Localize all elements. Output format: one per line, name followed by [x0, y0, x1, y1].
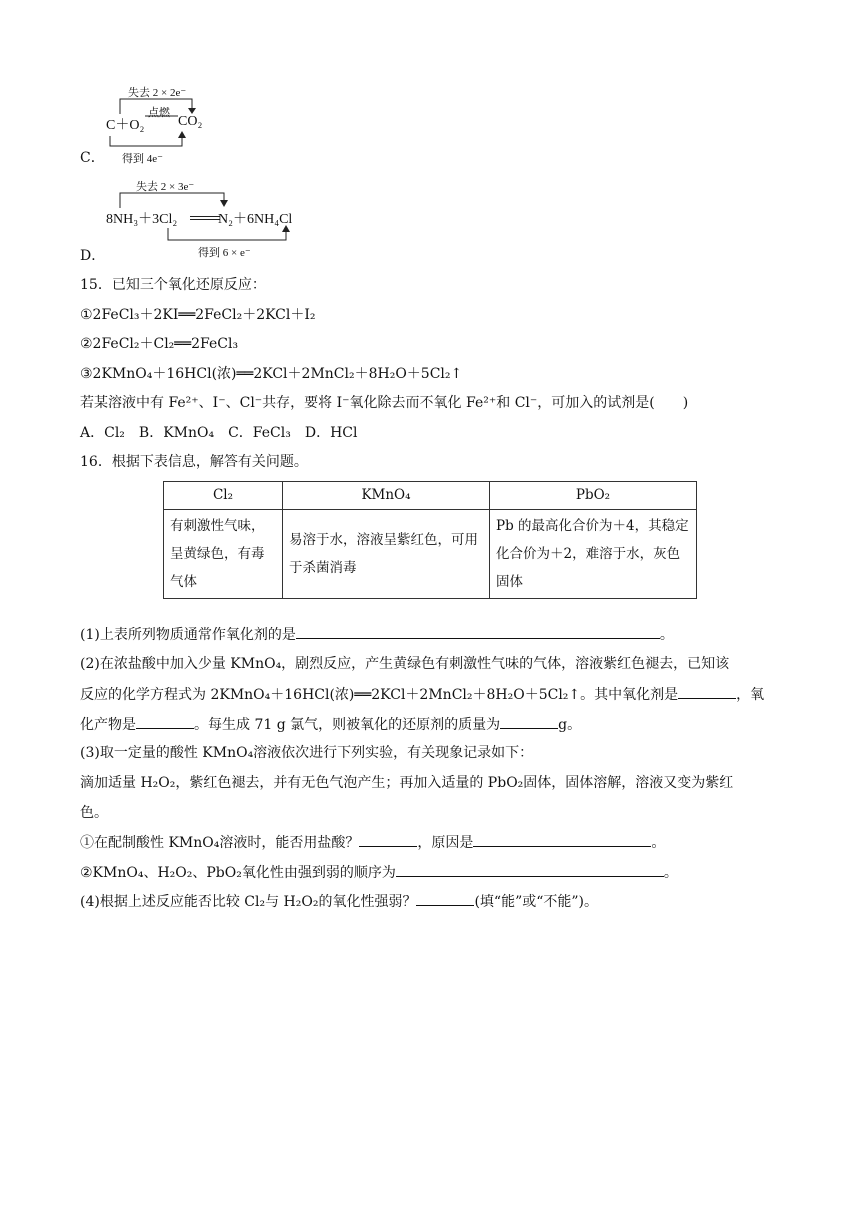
- q15-question: 若某溶液中有 Fe²⁺、I⁻、Cl⁻共存，要将 I⁻氧化除去而不氧化 Fe²⁺和 Cl⁻，可加入的试剂是( ): [80, 395, 689, 411]
- q15-reaction-2: ②2FeCl₂＋Cl₂══2FeCl₃: [80, 336, 239, 352]
- answer-blank[interactable]: [500, 714, 558, 729]
- q16-part-2-line-3: 化产物是 。每生成 71 g 氯气，则被氧化的还原剂的质量为 g。: [80, 714, 581, 735]
- table-cell: 有刺激性气味，呈黄绿色，有毒气体: [164, 510, 283, 599]
- table-header-cell: Cl₂: [164, 482, 283, 510]
- q15-reaction-3: ③2KMnO₄＋16HCl(浓)══2KCl＋2MnCl₂＋8H₂O＋5Cl₂↑: [80, 366, 463, 382]
- c-reactants: C＋O₂: [106, 118, 145, 133]
- d-gain-electrons-note: 得到 6 × e⁻: [198, 247, 251, 259]
- d-lose-electrons-note: 失去 2 × 3e⁻: [136, 181, 195, 193]
- q15-reaction-1: ①2FeCl₃＋2KI══2FeCl₂＋2KCl＋I₂: [80, 307, 316, 323]
- c-condition: 点燃: [148, 107, 170, 119]
- d-equals-sign: [190, 216, 220, 220]
- answer-blank[interactable]: [678, 684, 736, 699]
- option-d-label: D．: [80, 248, 106, 264]
- table-header-cell: KMnO₄: [283, 482, 490, 510]
- q16-part-2-line-2: 反应的化学方程式为 2KMnO₄＋16HCl(浓)══2KCl＋2MnCl₂＋8H₂O＋5Cl₂↑。其中氧化剂是 ，氧: [80, 684, 764, 705]
- table-row: [164, 510, 697, 599]
- d-products: N₂＋6NH₄Cl: [218, 212, 293, 227]
- q16-part-3-line-1: (3)取一定量的酸性 KMnO₄溶液依次进行下列实验，有关现象记录如下：: [80, 745, 534, 761]
- q16-info-table: [163, 481, 697, 599]
- q16-part-3-line-3: 色。: [80, 805, 108, 821]
- d-reactants: 8NH₃＋3Cl₂: [106, 212, 178, 227]
- answer-blank[interactable]: [396, 862, 664, 877]
- answer-blank[interactable]: [296, 624, 660, 639]
- answer-blank[interactable]: [473, 832, 651, 847]
- q16-part-3-line-2: 滴加适量 H₂O₂，紫红色褪去，并有无色气泡产生；再加入适量的 PbO₂固体，固体溶解，溶液又变为紫红: [80, 775, 734, 791]
- table-header-cell: PbO₂: [490, 482, 697, 510]
- answer-blank[interactable]: [136, 714, 194, 729]
- c-lose-electrons-note: 失去 2 × 2e⁻: [128, 87, 187, 99]
- q16-part-3-question-1: ①在配制酸性 KMnO₄溶液时，能否用盐酸？ ，原因是 。: [80, 832, 665, 853]
- q15-stem: 15．已知三个氧化还原反应：: [80, 277, 266, 293]
- table-cell: 易溶于水，溶液呈紫红色，可用于杀菌消毒: [283, 510, 490, 599]
- q16-part-3-question-2: ②KMnO₄、H₂O₂、PbO₂氧化性由强到弱的顺序为 。: [80, 862, 678, 883]
- c-gain-electrons-note: 得到 4e⁻: [122, 153, 163, 165]
- answer-blank[interactable]: [416, 891, 474, 906]
- q16-part-1: (1)上表所列物质通常作氧化剂的是 。: [80, 624, 674, 645]
- q16-part-4: (4)根据上述反应能否比较 Cl₂与 H₂O₂的氧化性强弱？ (填“能”或“不能”)。: [80, 891, 598, 912]
- table-header-row: [164, 482, 697, 510]
- option-c-label: C．: [80, 150, 105, 166]
- table-cell: Pb 的最高化合价为＋4，其稳定化合价为＋2，难溶于水，灰色固体: [490, 510, 697, 599]
- answer-blank[interactable]: [359, 832, 417, 847]
- q15-options: A．Cl₂ B．KMnO₄ C．FeCl₃ D．HCl: [80, 425, 358, 441]
- c-products: CO₂: [178, 114, 203, 129]
- q16-part-2-line-1: (2)在浓盐酸中加入少量 KMnO₄，剧烈反应，产生黄绿色有刺激性气味的气体，溶液紫红色褪去，已知该: [80, 656, 730, 672]
- q16-stem: 16．根据下表信息，解答有关问题。: [80, 454, 308, 470]
